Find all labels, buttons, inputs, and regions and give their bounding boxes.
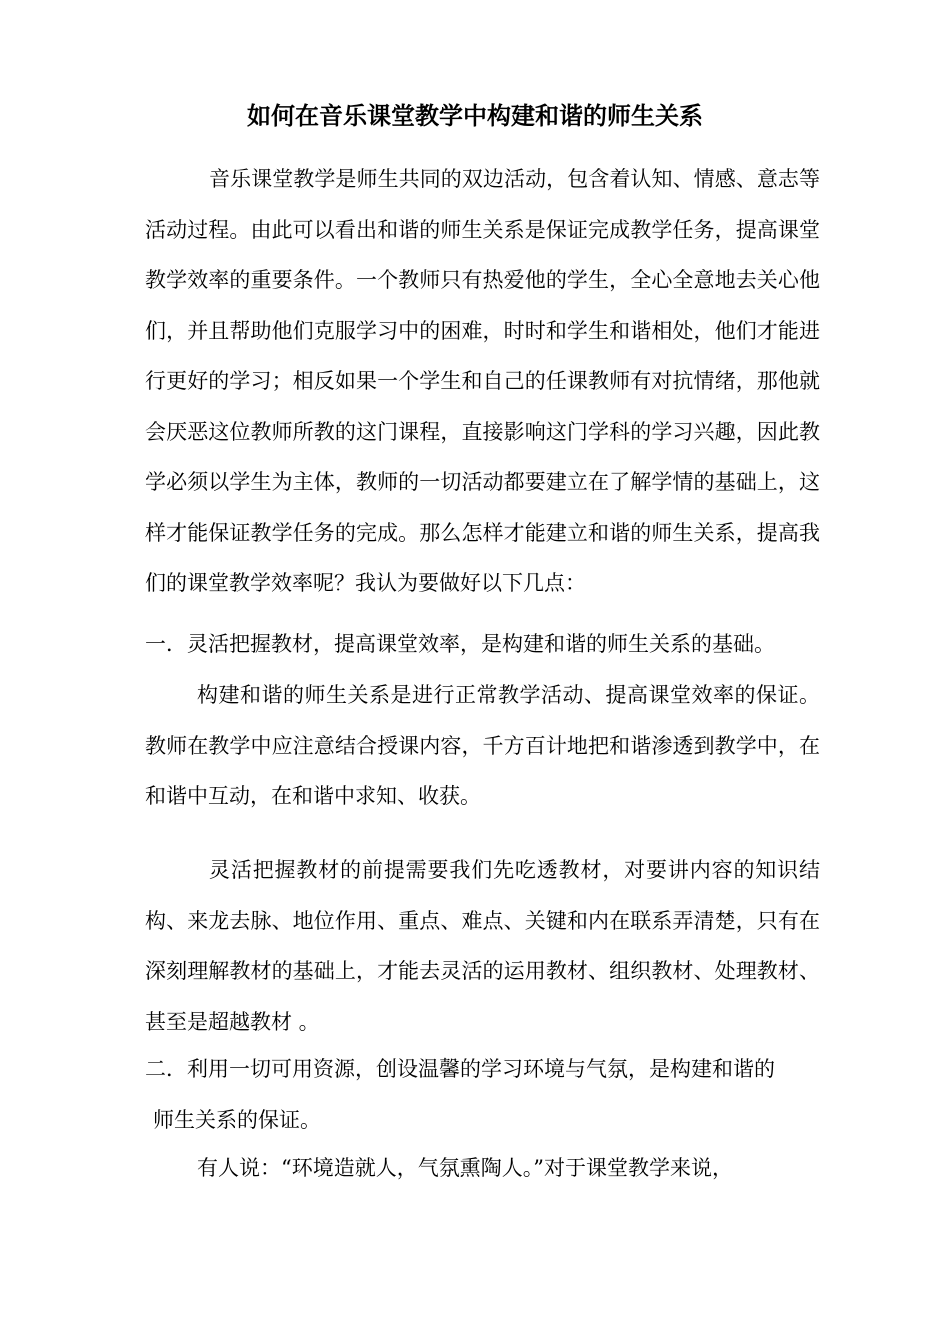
section-1-heading: 一．灵活把握教材，提高课堂效率，是构建和谐的师生关系的基础。 (145, 632, 775, 656)
section-2-paragraph-1: 有人说：“环境造就人，气氛熏陶人。”对于课堂教学来说， (197, 1156, 733, 1180)
section-1-paragraph-2: 灵活把握教材的前提需要我们先吃透教材，对要讲内容的知识结构、来龙去脉、地位作用、重点、难点、关键和内在联系弄清楚，只有在深刻理解教材的基础上，才能去灵活的运用教材、组织教材、处理教材、甚至是超越教材 。 (145, 858, 820, 1034)
intro-paragraph: 音乐课堂教学是师生共同的双边活动，包含着认知、情感、意志等活动过程。由此可以看出和谐的师生关系是保证完成教学任务，提高课堂教学效率的重要条件。一个教师只有热爱他的学生，全心全意地去关心他们，并且帮助他们克服学习中的困难，时时和学生和谐相处，他们才能进行更好的学习；相反如果一个学生和自己的任课教师有对抗情绪，那他就会厌恶这位教师所教的这门课程，直接影响这门学科的学习兴趣，因此教学必须以学生为主体，教师的一切活动都要建立在了解学情的基础上，这样才能保证教学任务的完成。那么怎样才能建立和谐的师生关系，提高我们的课堂教学效率呢？我认为要做好以下几点： (145, 167, 820, 595)
document-title: 如何在音乐课堂教学中构建和谐的师生关系 (247, 101, 703, 130)
section-1-paragraph-1: 构建和谐的师生关系是进行正常教学活动、提高课堂效率的保证。教师在教学中应注意结合授课内容，千方百计地把和谐渗透到教学中，在和谐中互动，在和谐中求知、收获。 (145, 683, 820, 808)
section-2-heading (145, 1044, 825, 1145)
section-2-heading-line-1: 二．利用一切可用资源，创设温馨的学习环境与气氛，是构建和谐的 (145, 1057, 775, 1081)
section-2-heading-line-2: 师生关系的保证。 (153, 1107, 321, 1132)
